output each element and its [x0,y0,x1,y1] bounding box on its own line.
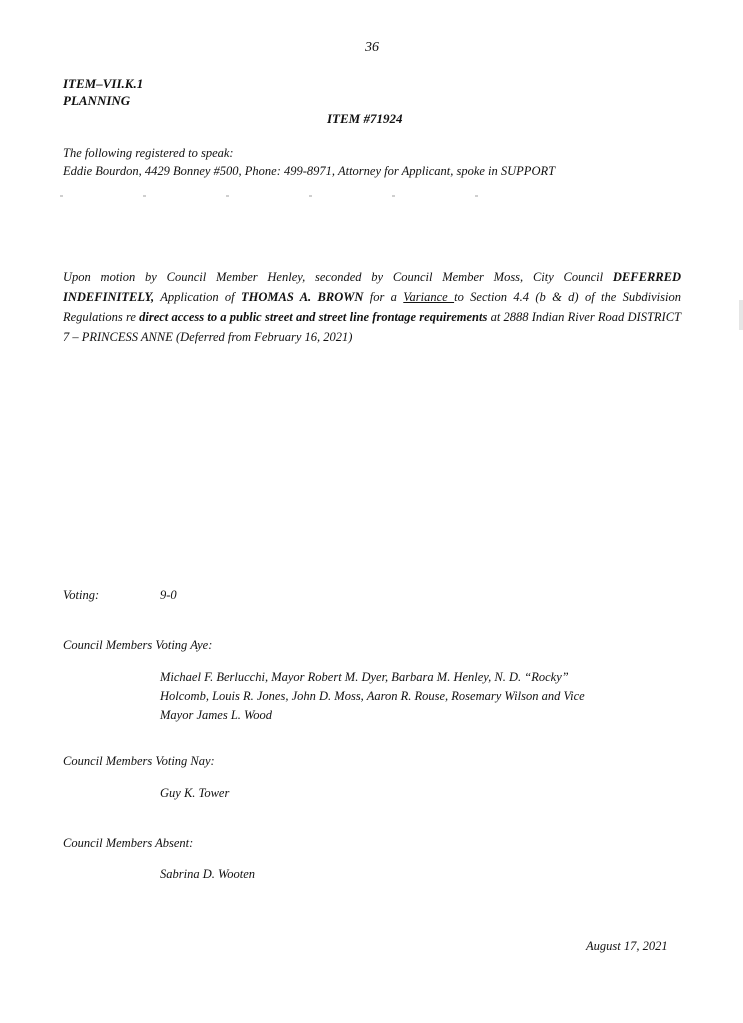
voting-label: Voting: [63,588,100,602]
applicant-name: THOMAS A. BROWN [241,290,364,304]
variance-term: Variance [403,290,455,304]
scan-edge-shadow [739,300,743,330]
item-number: ITEM #71924 [327,111,403,126]
motion-text-4: to Section 4.4 (b & d) of the Subdivision Regulations re [63,290,681,324]
speaker-entry: Eddie Bourdon, 4429 Bonney #500, Phone: 499-8971, Attorney for Applicant, spoke in SUPPORT [63,164,556,178]
speakers-intro: The following registered to speak: [63,146,234,160]
scan-artifact [60,186,620,189]
motion-text-2: Application of [154,290,242,304]
meeting-date: August 17, 2021 [586,939,668,953]
motion-text-3: for a [363,290,404,304]
page-number: 36 [365,40,379,55]
motion-paragraph [63,267,681,347]
motion-text-1: Upon motion by Council Member Henley, seconded by Council Member Moss, City Council [63,270,613,284]
nay-label: Council Members Voting Nay: [63,754,215,768]
variance-subject: direct access to a public street and street line frontage requirements [139,310,488,324]
voting-value: 9-0 [160,588,177,602]
motion-action: DEFERRED INDEFINITELY, [63,270,681,304]
absent-label: Council Members Absent: [63,836,194,850]
nay-names: Guy K. Tower [160,786,230,800]
aye-names: Michael F. Berlucchi, Mayor Robert M. Dyer, Barbara M. Henley, N. D. “Rocky” Holcomb, Louis R. Jones, John D. Moss, Aaron R. Rouse, Rosemary Wilson and Vice Mayor James L. Wood [160,670,585,722]
motion-text-5: at 2888 Indian River Road DISTRICT 7 – PRINCESS ANNE (Deferred from February 16, 2021) [63,310,681,344]
absent-names: Sabrina D. Wooten [160,867,256,881]
aye-label: Council Members Voting Aye: [63,638,213,652]
section-heading: PLANNING [63,93,131,108]
item-code: ITEM–VII.K.1 [63,76,144,91]
